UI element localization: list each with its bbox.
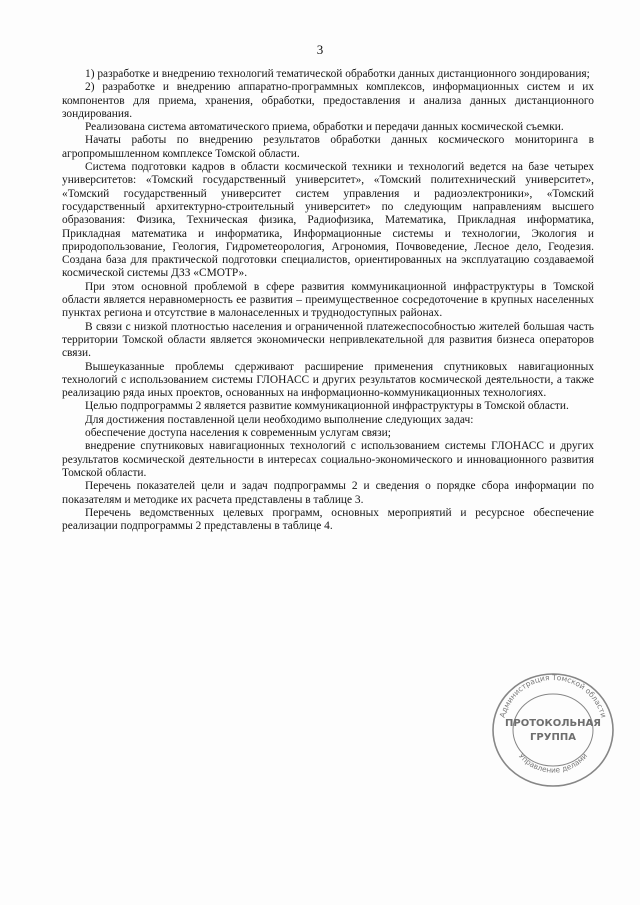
paragraph: 2) разработке и внедрению аппаратно-программных комплексов, информационных систем и их компонентов для приема, хранения, обработки, предоставления и анализа данных дистанционного зондирования. xyxy=(62,81,594,120)
document-body xyxy=(62,68,594,533)
paragraph: Реализована система автоматического приема, обработки и передачи данных космической съемки. xyxy=(85,121,564,134)
paragraph: Перечень показателей цели и задач подпрограммы 2 и сведения о порядке сбора информации по показателям и методике их расчета представлены в таблице 3. xyxy=(62,480,594,506)
stamp-arc-text-top: Администрация Томской области xyxy=(497,672,609,719)
protocol-group-stamp xyxy=(488,668,618,788)
paragraph: Вышеуказанные проблемы сдерживают расширение применения спутниковых навигационных технологий с использованием системы ГЛОНАСС и других результатов космической деятельности, а также реализацию ряда иных проектов, основанных на информационно-коммуникационных технологиях. xyxy=(62,360,594,400)
paragraph: Целью подпрограммы 2 является развитие коммуникационной инфраструктуры в Томской области. xyxy=(85,400,569,413)
paragraph: 1) разработке и внедрению технологий тематической обработки данных дистанционного зондирования; xyxy=(85,68,590,80)
paragraph: обеспечение доступа населения к современным услугам связи; xyxy=(85,427,391,440)
paragraph: Для достижения поставленной цели необходимо выполнение следующих задач: xyxy=(85,413,474,426)
paragraph: В связи с низкой плотностью населения и ограниченной платежеспособностью жителей большая часть территории Томской области является экономически непривлекательной для развития бизнеса операторов связи. xyxy=(62,320,594,360)
stamp-title-line2: ГРУППА xyxy=(530,732,576,743)
paragraph: Перечень ведомственных целевых программ, основных мероприятий и ресурсное обеспечение реализации подпрограммы 2 представлены в таблице 4. xyxy=(62,506,594,533)
stamp-title-line1: ПРОТОКОЛЬНАЯ xyxy=(505,718,601,729)
page-number: 3 xyxy=(316,42,324,57)
paragraph: При этом основной проблемой в сфере развития коммуникационной инфраструктуры в Томской области является неравномерность ее развития – преимущественное сосредоточение в крупных населенных пунктах региона и отсутствие в малонаселенных и труднодоступных районах. xyxy=(62,280,594,320)
paragraph: Система подготовки кадров в области космической техники и технологий ведется на базе четырех университетов: «Томский государственный университет», «Томский политехнический университет», «Томский государственный университет систем управления и радиоэлектроники», «Томский государственный архитектурно-строительный университет» по следующим направлениям высшего образования: Физика, Техническая физика, Радиофизика, Математика, Прикладная информатика, Прикладная математика и информатика, Информационные системы и технологии, Экология и природопользование, Геология, Гидрометеорология, Агрономия, Почвоведение, Лесное дело, Геодезия. Создана база для практической подготовки специалистов, ориентированных на эксплуатацию создаваемой космической системы ДЗЗ «СМОТР». xyxy=(62,161,594,280)
paragraph: внедрение спутниковых навигационных технологий с использованием системы ГЛОНАСС и других результатов космической деятельности в интересах социально-экономического и инновационного развития Томской области. xyxy=(62,440,594,479)
stamp-arc-text-bottom: Управление делами xyxy=(516,751,590,775)
paragraph: Начаты работы по внедрению результатов обработки данных космического мониторинга в агропромышленном комплексе Томской области. xyxy=(62,134,594,160)
